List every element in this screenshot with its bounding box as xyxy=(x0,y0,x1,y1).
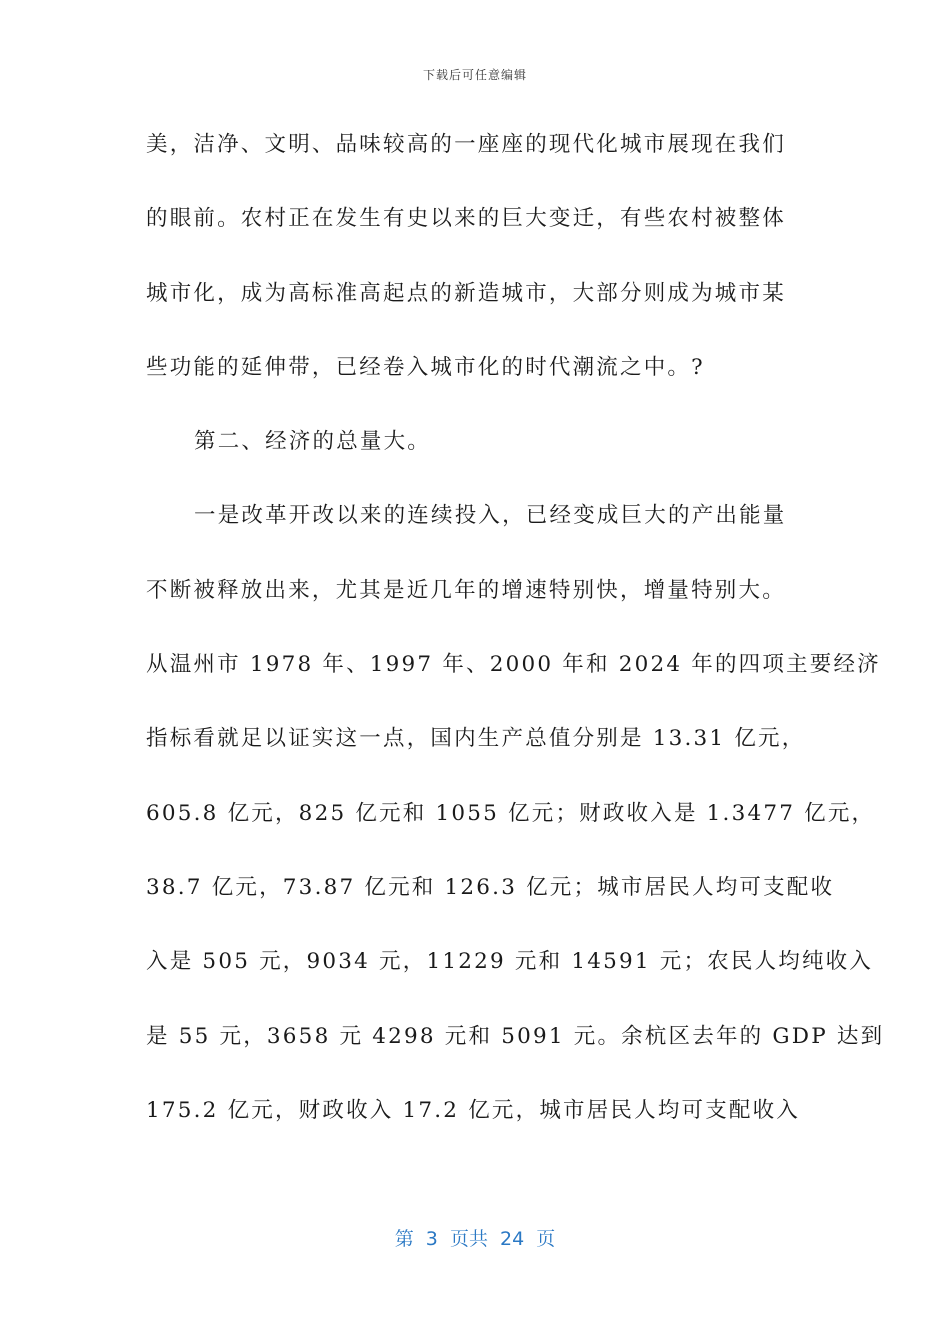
paragraph-line: 美，洁净、文明、品味较高的一座座的现代化城市展现在我们 xyxy=(146,132,786,157)
paragraph-line: 指标看就足以证实这一点，国内生产总值分别是 13.31 亿元， xyxy=(146,726,806,752)
paragraph-line: 从温州市 1978 年、1997 年、2000 年和 2024 年的四项主要经济 xyxy=(146,652,881,678)
paragraph-line: 的眼前。农村正在发生有史以来的巨大变迁，有些农村被整体 xyxy=(146,206,786,232)
document-body xyxy=(146,122,885,1162)
paragraph-line: 不断被释放出来，尤其是近几年的增速特别快，增量特别大。 xyxy=(146,577,786,603)
page-number-footer: 第 3 页共 24 页 xyxy=(394,1228,556,1250)
paragraph-line: 入是 505 元，9034 元，11229 元和 14591 元；农民人均纯收入 xyxy=(146,949,874,975)
page-header-note: 下载后可任意编辑 xyxy=(422,68,527,82)
paragraph-line: 175.2 亿元，财政收入 17.2 亿元，城市居民人均可支配收入 xyxy=(146,1097,801,1123)
paragraph-line: 605.8 亿元，825 亿元和 1055 亿元；财政收入是 1.3477 亿元， xyxy=(146,800,876,826)
paragraph-line: 城市化，成为高标准高起点的新造城市，大部分则成为城市某 xyxy=(146,280,786,306)
paragraph-line: 一是改革开改以来的连续投入，已经变成巨大的产出能量 xyxy=(194,503,787,529)
paragraph-line: 是 55 元，3658 元 4298 元和 5091 元。余杭区去年的 GDP 达到 xyxy=(146,1023,885,1049)
section-heading: 第二、经济的总量大。 xyxy=(194,429,432,455)
paragraph-line: 些功能的延伸带，已经卷入城市化的时代潮流之中。? xyxy=(146,354,705,380)
paragraph-line: 38.7 亿元，73.87 亿元和 126.3 亿元；城市居民人均可支配收 xyxy=(146,874,835,900)
